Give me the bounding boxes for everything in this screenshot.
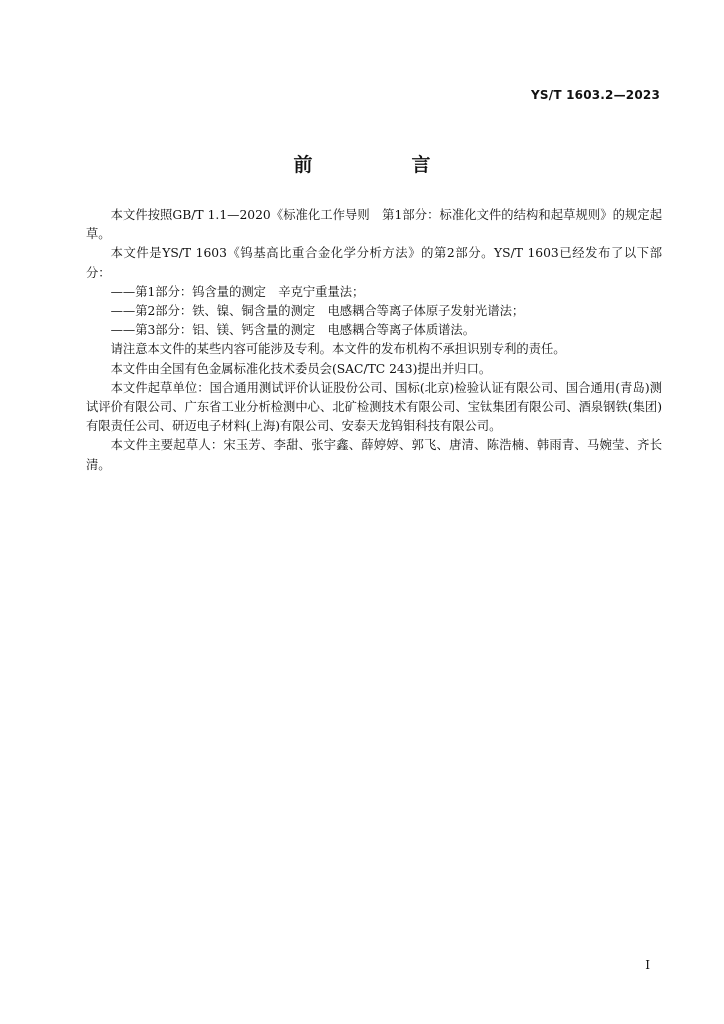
list-item-part-2: ——第2部分：铁、镍、铜含量的测定 电感耦合等离子体原子发射光谱法； [110, 304, 525, 319]
paragraph-drafting-units: 本文件起草单位：国合通用测试评价认证股份公司、国标(北京)检验认证有限公司、国合通用(青岛)测试评价有限公司、广东省工业分析检测中心、北矿检测技术有限公司、宝钛集团有限公司、酒泉钢铁(集团)有限责任公司、研迈电子材料(上海)有限公司、安泰天龙钨钼科技有限公司。 [86, 380, 662, 434]
list-item-part-1: ——第1部分：钨含量的测定 辛克宁重量法； [110, 284, 365, 299]
foreword-body [86, 206, 662, 475]
list-item-part-3: ——第3部分：铝、镁、钙含量的测定 电感耦合等离子体质谱法。 [110, 323, 476, 338]
paragraph-patent-notice: 请注意本文件的某些内容可能涉及专利。本文件的发布机构不承担识别专利的责任。 [110, 342, 566, 357]
standard-code: YS/T 1603.2—2023 [531, 88, 660, 102]
paragraph-series-info: 本文件是YS/T 1603《钨基高比重合金化学分析方法》的第2部分。YS/T 1603已经发布了以下部分： [86, 246, 662, 280]
paragraph-committee: 本文件由全国有色金属标准化技术委员会(SAC/TC 243)提出并归口。 [110, 361, 492, 376]
page-number: I [645, 958, 650, 972]
paragraph-drafters: 本文件主要起草人：宋玉芳、李甜、张宇鑫、薛婷婷、郭飞、唐清、陈浩楠、韩雨青、马婉莹、齐长清。 [86, 438, 662, 472]
paragraph-drafting-rules: 本文件按照GB/T 1.1—2020《标准化工作导则 第1部分：标准化文件的结构和起草规则》的规定起草。 [86, 208, 662, 242]
page-title: 前 言 [293, 154, 471, 176]
